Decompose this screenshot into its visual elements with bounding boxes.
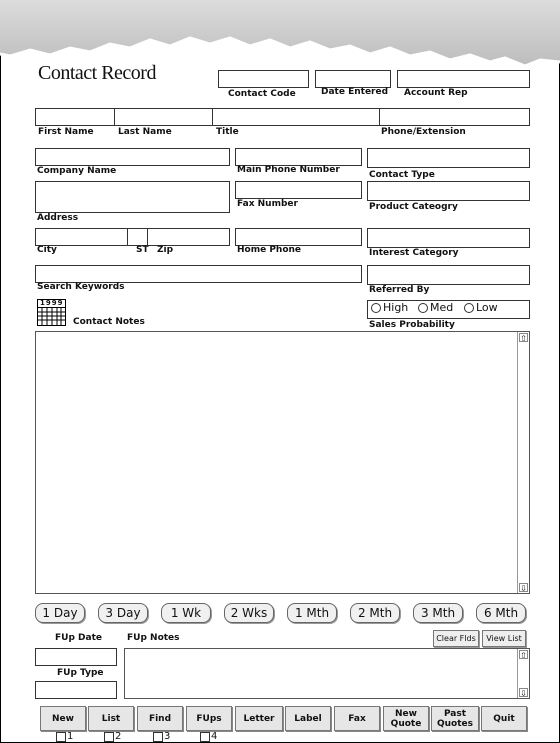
letter-button[interactable] xyxy=(235,706,283,731)
checkbox-4[interactable] xyxy=(200,731,217,742)
first-name-field[interactable] xyxy=(35,108,115,126)
checkbox-1-box[interactable] xyxy=(56,732,66,742)
referred-by-label: Referred By xyxy=(369,285,430,295)
fup-notes-label: FUp Notes xyxy=(127,633,180,643)
checkbox-2-box[interactable] xyxy=(104,732,114,742)
contact-code-label: Contact Code xyxy=(228,89,296,99)
radio-low[interactable] xyxy=(464,301,498,314)
followup-2-wks-button[interactable]: 2 Wks xyxy=(224,603,274,623)
followup-1-day-button[interactable]: 1 Day xyxy=(35,603,85,623)
date-entered-field[interactable] xyxy=(315,70,391,88)
product-category-label: Product Cateogry xyxy=(369,202,458,212)
interest-category-field[interactable] xyxy=(367,228,530,248)
fup-notes-textarea[interactable] xyxy=(124,648,530,699)
home-phone-label: Home Phone xyxy=(237,245,302,255)
zip-label: Zip xyxy=(157,245,174,255)
fup-type-label: FUp Type xyxy=(57,668,104,678)
date-entered-label: Date Entered xyxy=(321,87,389,97)
fup-date-field[interactable] xyxy=(35,648,117,666)
search-keywords-field[interactable] xyxy=(35,265,362,283)
contact-type-label: Contact Type xyxy=(369,170,435,180)
address-label: Address xyxy=(37,213,79,223)
contact-notes-textarea[interactable] xyxy=(35,331,530,594)
past-quotes-button[interactable] xyxy=(431,706,479,731)
list-button-label: List xyxy=(101,713,121,724)
followup-1-mth-button[interactable]: 1 Mth xyxy=(287,603,337,623)
radio-med-dot[interactable] xyxy=(418,303,428,313)
followup-2-mth-button[interactable]: 2 Mth xyxy=(350,603,400,623)
fups-button-label: FUps xyxy=(196,713,222,724)
radio-high[interactable] xyxy=(371,301,408,314)
company-name-field[interactable] xyxy=(35,148,230,166)
home-phone-field[interactable] xyxy=(235,228,362,246)
clear-fields-button[interactable]: Clear Flds xyxy=(433,630,479,647)
radio-low-dot[interactable] xyxy=(464,303,474,313)
fups-button[interactable] xyxy=(186,706,232,731)
main-phone-label: Main Phone Number xyxy=(237,165,340,175)
radio-med-label: Med xyxy=(430,301,454,314)
fup-scroll-down-icon[interactable]: ⇩ xyxy=(520,689,527,698)
search-keywords-label: Search Keywords xyxy=(37,282,125,292)
interest-category-label: Interest Category xyxy=(369,248,459,258)
radio-high-dot[interactable] xyxy=(371,303,381,313)
quit-button[interactable] xyxy=(481,706,527,731)
checkbox-4-box[interactable] xyxy=(200,732,210,742)
address-field[interactable] xyxy=(35,181,230,213)
followup-6-mth-button[interactable]: 6 Mth xyxy=(476,603,526,623)
checkbox-4-label: 4 xyxy=(211,731,218,742)
checkbox-1[interactable] xyxy=(56,731,73,742)
state-field[interactable] xyxy=(127,228,148,246)
fax-number-field[interactable] xyxy=(235,181,362,199)
main-phone-field[interactable] xyxy=(235,148,362,166)
city-field[interactable] xyxy=(35,228,128,246)
checkbox-1-label: 1 xyxy=(67,731,74,742)
label-button-label: Label xyxy=(294,713,322,724)
calendar-icon[interactable] xyxy=(37,299,66,326)
title-field[interactable] xyxy=(212,108,380,126)
new-button-label: New xyxy=(52,713,74,724)
fup-type-field[interactable] xyxy=(35,681,117,699)
view-list-button[interactable]: View List xyxy=(482,630,526,647)
last-name-label: Last Name xyxy=(118,127,172,137)
product-category-field[interactable] xyxy=(367,181,530,201)
account-rep-label: Account Rep xyxy=(404,88,468,98)
fax-number-label: Fax Number xyxy=(237,199,298,209)
title-label: Title xyxy=(216,127,239,137)
last-name-field[interactable] xyxy=(114,108,213,126)
find-button[interactable] xyxy=(137,706,183,731)
letter-button-label: Letter xyxy=(243,713,275,724)
checkbox-2-label: 2 xyxy=(115,731,122,742)
calendar-year-text: 1999 xyxy=(40,299,64,307)
checkbox-3-label: 3 xyxy=(164,731,171,742)
followup-3-mth-button[interactable]: 3 Mth xyxy=(413,603,463,623)
radio-low-label: Low xyxy=(476,301,498,314)
fax-button[interactable] xyxy=(334,706,380,731)
scroll-down-icon[interactable]: ⇩ xyxy=(520,584,527,593)
fup-notes-scrollbar[interactable] xyxy=(517,649,529,698)
state-label: ST xyxy=(136,245,149,255)
city-label: City xyxy=(37,245,57,255)
contact-code-field[interactable] xyxy=(218,70,309,88)
phone-extension-label: Phone/Extension xyxy=(381,127,466,137)
fax-button-label: Fax xyxy=(348,713,366,724)
contact-notes-label: Contact Notes xyxy=(73,317,145,327)
list-button[interactable] xyxy=(88,706,134,731)
zip-field[interactable] xyxy=(147,228,230,246)
sales-probability-label: Sales Probability xyxy=(369,320,455,330)
company-name-label: Company Name xyxy=(37,166,117,176)
find-button-label: Find xyxy=(148,713,172,724)
fup-date-label: FUp Date xyxy=(55,633,102,643)
scroll-up-icon[interactable]: ⇧ xyxy=(520,334,527,343)
past-quotes-button-label: Past Quotes xyxy=(436,708,473,729)
page-title: Contact Record xyxy=(38,62,156,84)
account-rep-field[interactable] xyxy=(397,70,530,88)
notes-scrollbar[interactable] xyxy=(517,332,529,593)
followup-1-wk-button[interactable]: 1 Wk xyxy=(161,603,211,623)
radio-high-label: High xyxy=(383,301,409,314)
contact-type-field[interactable] xyxy=(367,148,530,168)
followup-3-day-button[interactable]: 3 Day xyxy=(98,603,148,623)
referred-by-field[interactable] xyxy=(367,265,530,285)
new-quote-button-label: New Quote xyxy=(390,708,422,729)
checkbox-3[interactable] xyxy=(153,731,170,742)
checkbox-3-box[interactable] xyxy=(153,732,163,742)
new-quote-button[interactable] xyxy=(383,706,429,731)
radio-med[interactable] xyxy=(418,301,453,314)
fup-scroll-up-icon[interactable]: ⇧ xyxy=(520,651,527,660)
checkbox-2[interactable] xyxy=(104,731,121,742)
phone-extension-field[interactable] xyxy=(379,108,530,126)
quit-button-label: Quit xyxy=(493,713,515,724)
first-name-label: First Name xyxy=(38,127,94,137)
new-button[interactable] xyxy=(40,706,86,731)
label-button[interactable] xyxy=(285,706,331,731)
